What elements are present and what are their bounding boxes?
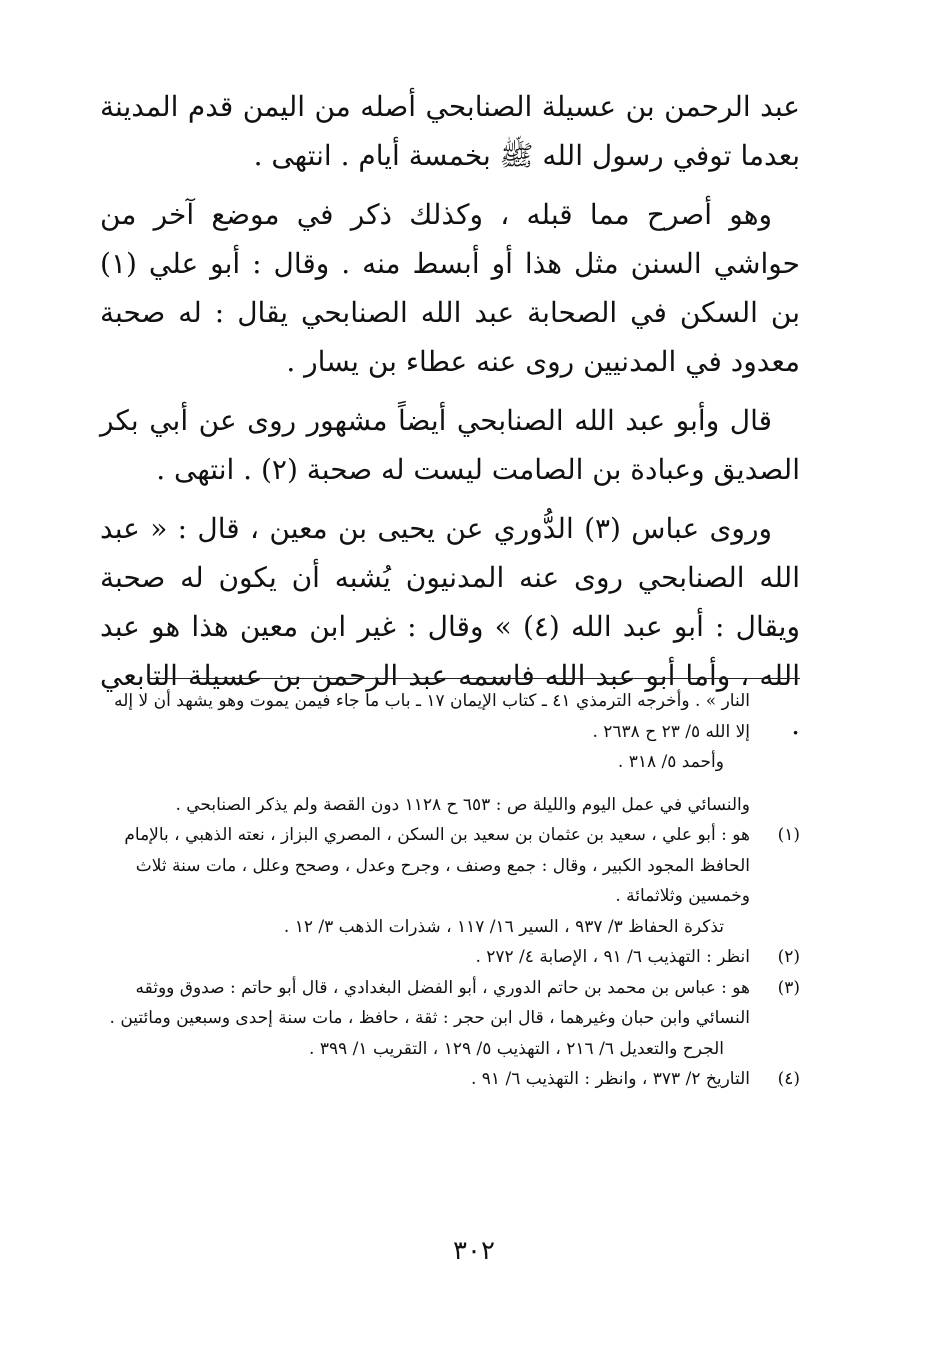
main-text: [100, 82, 800, 759]
footnote-text: انظر : التهذيب ٦/ ٩١ ، الإصابة ٤/ ٢٧٢ .: [475, 947, 750, 967]
page-number: ٣٠٢: [453, 1236, 495, 1266]
footnote-text: هو : أبو علي ، سعيد بن عثمان بن سعيد بن السكن ، المصري البزاز ، نعته الذهبي ، بالإمام الحافظ المجود الكبير ، وقال : جمع وصنف ، وجرح وعدل ، وصحح وعلل ، مات سنة ثلاث وخمسين وثلاثمائة .: [124, 825, 750, 906]
footnote-number: (٤): [777, 1069, 800, 1089]
footnote-source: الجرح والتعديل ٦/ ٢١٦ ، التهذيب ٥/ ١٢٩ ، التقريب ١/ ٣٩٩ .: [309, 1038, 724, 1059]
footnotes: [100, 686, 800, 1095]
footnote-text: التاريخ ٢/ ٣٧٣ ، وانظر : التهذيب ٦/ ٩١ .: [470, 1069, 750, 1089]
paragraph-1: عبد الرحمن بن عسيلة الصنابحي أصله من اليمن قدم المدينة بعدما توفي رسول الله ﷺ بخمسة أيام . انتهى .: [100, 90, 800, 172]
paragraph-2: وهو أصرح مما قبله ، وكذلك ذكر في موضع آخر من حواشي السنن مثل هذا أو أبسط منه . وقال : أبو علي (١) بن السكن في الصحابة عبد الله الصنابحي يقال : له صحبة معدود في المدنيين روى عنه عطاء بن يسار .: [100, 198, 800, 378]
footnote-text: هو : عباس بن محمد بن حاتم الدوري ، أبو الفضل البغدادي ، قال أبو حاتم : صدوق ووثقه النسائي وابن حبان وغيرهما ، قال ابن حجر : ثقة ، حافظ ، مات سنة إحدى وسبعين ومائتين .: [109, 977, 750, 1028]
footnote-separator: [148, 678, 800, 679]
paragraph-3: قال وأبو عبد الله الصنابحي أيضاً مشهور روى عن أبي بكر الصديق وعبادة بن الصامت ليست له صحبة (٢) . انتهى .: [100, 404, 800, 486]
footnote-3: [100, 973, 800, 1065]
footnote-2: [100, 942, 800, 973]
footnote-continuation-1: النار » . وأخرجه الترمذي ٤١ ـ كتاب الإيمان ١٧ ـ باب ما جاء فيمن يموت وهو يشهد أن لا إله إلا الله ٥/ ٢٣ ح ٢٦٣٨ .: [114, 691, 750, 742]
footnote-continuation-2: وأحمد ٥/ ٣١٨ .: [617, 752, 724, 772]
footnote-1: [100, 820, 800, 942]
footnote-number: (١): [777, 825, 800, 845]
footnote-number: (٣): [777, 977, 800, 998]
footnote-number: (٢): [777, 947, 800, 967]
paragraph-4: وروى عباس (٣) الدُّوري عن يحيى بن معين ، قال : « عبد الله الصنابحي روى عنه المدنيون يُشبه أن يكون له صحبة ويقال : أبو عبد الله (٤) » وقال : غير ابن معين هذا هو عبد الله ، وأما أبو عبد الله فاسمه عبد الرحمن بن عسيلة التابعي .: [100, 512, 800, 741]
footnote-source: تذكرة الحفاظ ٣/ ٩٣٧ ، السير ١٦/ ١١٧ ، شذرات الذهب ٣/ ١٢ .: [283, 916, 724, 937]
footnote-continuation-3: والنسائي في عمل اليوم والليلة ص : ٦٥٣ ح ١١٢٨ دون القصة ولم يذكر الصنابحي .: [175, 794, 750, 815]
footnote-4: [100, 1064, 800, 1095]
